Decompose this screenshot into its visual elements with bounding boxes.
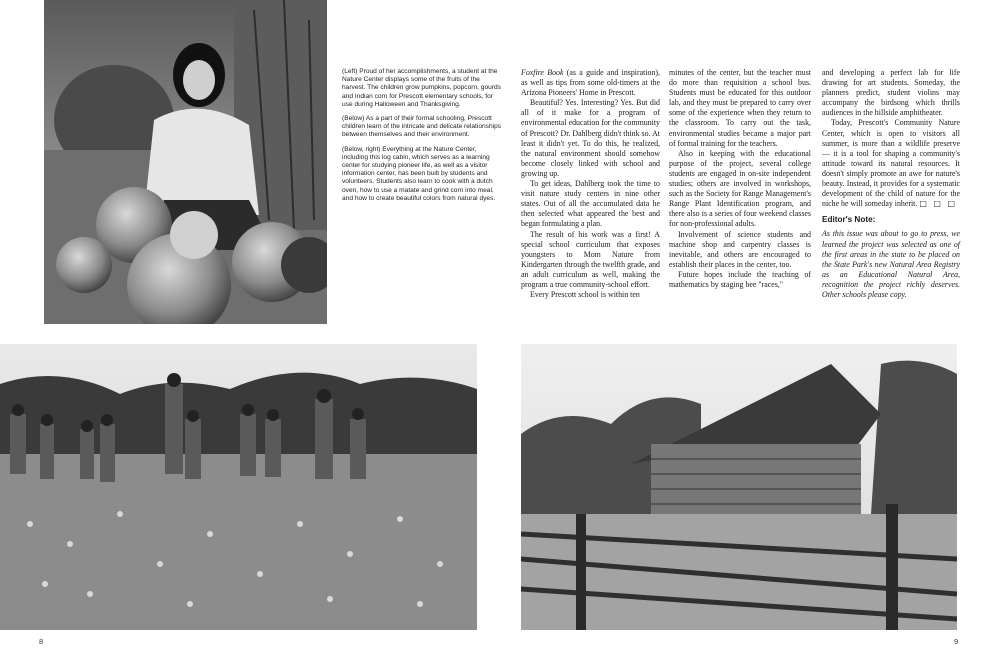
book-title: Foxfire Book xyxy=(521,68,564,77)
paragraph-text: (as a guide and inspiration), as well as tips from some old-timers at the Arizona Pioneers' Home in Prescott. xyxy=(521,68,661,98)
end-marks: □ □ □ xyxy=(919,199,958,209)
paragraph: Also in keeping with the educational purpose of the project, several college students are engaged in on-site independent studies; others are involved in workshops, such as the Society for Range Management's Range Plant Identification program, and there also is a series of four weekend classes for non-professional adults. xyxy=(669,148,811,229)
photo-log-cabin xyxy=(521,344,957,630)
paragraph: minutes of the center, but the teacher must do more than requisition a school bus. Students must be educated for this outdoor lab, and they must be prepared to carry over some of the experience when they return to the classroom. To carry out the task, environmental studies became a major part of formal training for the teachers. xyxy=(669,68,811,148)
article-column-3 xyxy=(822,68,960,300)
editor-note: As this issue was about to go to press, we learned the project was selected as one of the first areas in the state to be placed on the State Park's new Natural Area Registry as an Educational Natural Area, recognition the project richly deserves. Other schools please copy. xyxy=(822,229,960,299)
photo-captions xyxy=(342,68,504,209)
paragraph: Future hopes include the teaching of mathematics by staging bee "races," xyxy=(669,269,811,289)
caption-left: (Left) Proud of her accomplishments, a student at the Nature Center displays some of the fruits of the harvest. The children grow pumpkins, popcorn, gourds and Indian corn for Prescott elementary schools, for use during Halloween and Thanksgiving. xyxy=(342,68,501,108)
article-column-2 xyxy=(669,68,811,290)
paragraph: The result of his work was a first! A special school curriculum that exposes youngsters to Mom Nature from Kindergarten through the twelfth grade, and an adult curriculum as well, making the program a true community-school effort. xyxy=(521,229,660,289)
photo-girl-with-pumpkins xyxy=(44,0,327,324)
paragraph-text: Today, Prescott's Community Nature Center, which is open to visitors all summer, is more than a wildlife preserve — it is a tool for shaping a community's attitude toward its natural resources. It doesn't simply promote an awe for nature's beauty. Instead, it provides for a systematic development of the child of nature for the niche he will someday inherit. xyxy=(822,118,960,209)
paragraph: and developing a perfect lab for life drawing for art students. Someday, the planners predict, student violins may accompany the birdsong which thrills audiences in the hillside amphitheater. xyxy=(822,68,960,118)
photo-children-in-meadow xyxy=(0,344,477,630)
paragraph: Beautiful? Yes. Interesting? Yes. But did all of it make for a program of environmental education for the community of Prescott? Dr. Dahlberg didn't think so. At least it didn't yet. To do this, he realized, the natural environment should somehow become closely linked with school and growing up. xyxy=(521,98,660,178)
paragraph xyxy=(822,118,960,209)
paragraph: Every Prescott school is within ten xyxy=(530,290,640,300)
paragraph xyxy=(521,68,660,98)
page-number-right: 9 xyxy=(954,637,959,646)
article-column-1 xyxy=(521,68,660,300)
editor-note-heading: Editor's Note: xyxy=(822,215,876,225)
paragraph: To get ideas, Dahlberg took the time to visit nature study centers in nine other states. Out of all the accumulated data he then selected what appeared the best and began formulating a plan. xyxy=(521,179,660,229)
page-number-left: 8 xyxy=(39,637,44,646)
caption-below: (Below) As a part of their formal schooling, Prescott children learn of the intricate and delicate relationships between themselves and their environment. xyxy=(342,115,502,139)
caption-below-right: (Below, right) Everything at the Nature Center, including this log cabin, which serves as a learning center for studying pioneer life, as well as a visitor information center, has been built by students and volunteers. Students also learn to cook with a dutch oven, how to use a matate and grind corn into meal, and how to create beautiful colors from natural dyes. xyxy=(342,145,496,202)
paragraph: Involvement of science students and machine shop and carpentry classes is inevitable, and others are encouraged to establish their places in the center, too. xyxy=(669,229,811,269)
